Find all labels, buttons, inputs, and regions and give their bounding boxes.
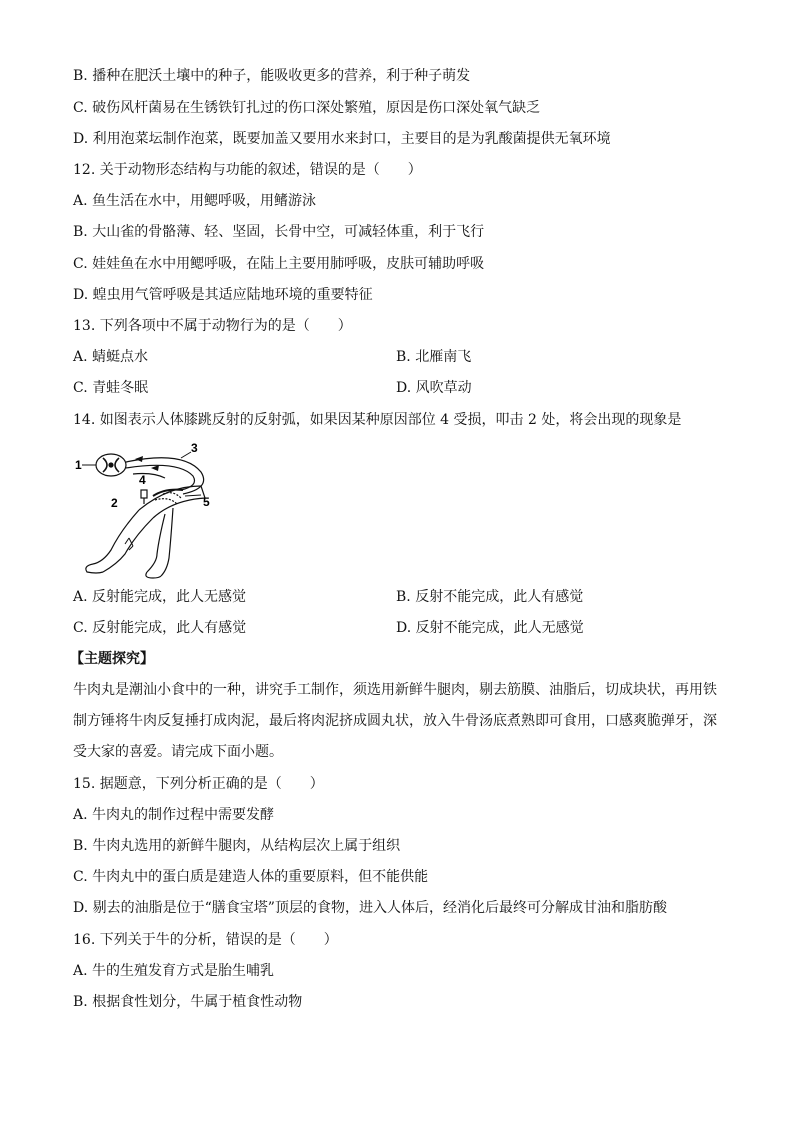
q11-option-c: C. 破伤风杆菌易在生锈铁钉扎过的伤口深处繁殖，原因是伤口深处氧气缺乏	[73, 100, 541, 116]
q15-option-d: D. 剔去的油脂是位于“膳食宝塔”顶层的食物，进入人体后，经消化后最终可分解成甘油和脂肪酸	[73, 900, 667, 916]
q16-stem: 16. 下列关于牛的分析，错误的是（ ）	[73, 932, 338, 948]
q12-stem: 12. 关于动物形态结构与功能的叙述，错误的是（ ）	[73, 162, 422, 178]
q14-option-b: B. 反射不能完成，此人有感觉	[396, 589, 584, 605]
figure-label-2: 2	[111, 496, 118, 510]
q14-stem: 14. 如图表示人体膝跳反射的反射弧，如果因某种原因部位 4 受损，叩击 2 处，将会出现的现象是	[73, 412, 682, 428]
q14-option-c: C. 反射能完成，此人有感觉	[73, 620, 247, 636]
q12-option-b: B. 大山雀的骨骼薄、轻、坚固，长骨中空，可减轻体重，利于飞行	[73, 224, 485, 240]
q13-stem: 13. 下列各项中不属于动物行为的是（ ）	[73, 318, 352, 334]
figure-label-4: 4	[139, 473, 146, 487]
paragraph-line: 受大家的喜爱。请完成下面小题。	[73, 744, 283, 760]
q15-option-a: A. 牛肉丸的制作过程中需要发酵	[73, 807, 275, 823]
reflex-arc-figure	[73, 438, 223, 580]
q15-option-b: B. 牛肉丸选用的新鲜牛腿肉，从结构层次上属于组织	[73, 838, 401, 854]
q16-option-a: A. 牛的生殖发育方式是胎生哺乳	[73, 963, 275, 979]
q12-option-a: A. 鱼生活在水中，用鳃呼吸，用鳍游泳	[73, 193, 317, 209]
q14-option-d: D. 反射不能完成，此人无感觉	[396, 620, 584, 636]
q11-option-b: B. 播种在肥沃土壤中的种子，能吸收更多的营养，利于种子萌发	[73, 68, 471, 84]
q15-stem: 15. 据题意，下列分析正确的是（ ）	[73, 776, 324, 792]
q14-option-a: A. 反射能完成，此人无感觉	[73, 589, 247, 605]
q11-option-d: D. 利用泡菜坛制作泡菜，既要加盖又要用水来封口，主要目的是为乳酸菌提供无氧环境	[73, 131, 611, 147]
section-paragraph	[73, 675, 723, 768]
q12-option-c: C. 娃娃鱼在水中用鳃呼吸，在陆上主要用肺呼吸，皮肤可辅助呼吸	[73, 256, 485, 272]
paragraph-line: 制方锤将牛肉反复捶打成肉泥，最后将肉泥挤成圆丸状，放入牛骨汤底煮熟即可食用，口感爽脆弹牙，深	[73, 713, 717, 729]
section-title: 【主题探究】	[70, 651, 154, 667]
spinal-cord-section	[96, 454, 126, 476]
q13-option-c: C. 青蛙冬眠	[73, 380, 149, 396]
q12-option-d: D. 蝗虫用气管呼吸是其适应陆地环境的重要特征	[73, 287, 373, 303]
q13-option-b: B. 北雁南飞	[396, 349, 472, 365]
hammer	[141, 490, 147, 504]
q13-option-a: A. 蜻蜓点水	[73, 349, 149, 365]
figure-label-1: 1	[75, 458, 82, 472]
q16-option-b: B. 根据食性划分，牛属于植食性动物	[73, 994, 303, 1010]
paragraph-line: 牛肉丸是潮汕小食中的一种，讲究手工制作，须选用新鲜牛腿肉，剔去筋膜、油脂后，切成块状，再用铁	[73, 682, 717, 698]
figure-label-3: 3	[191, 441, 198, 455]
q13-option-d: D. 风吹草动	[396, 380, 472, 396]
figure-label-5: 5	[203, 495, 210, 509]
q15-option-c: C. 牛肉丸中的蛋白质是建造人体的重要原料，但不能供能	[73, 869, 429, 885]
